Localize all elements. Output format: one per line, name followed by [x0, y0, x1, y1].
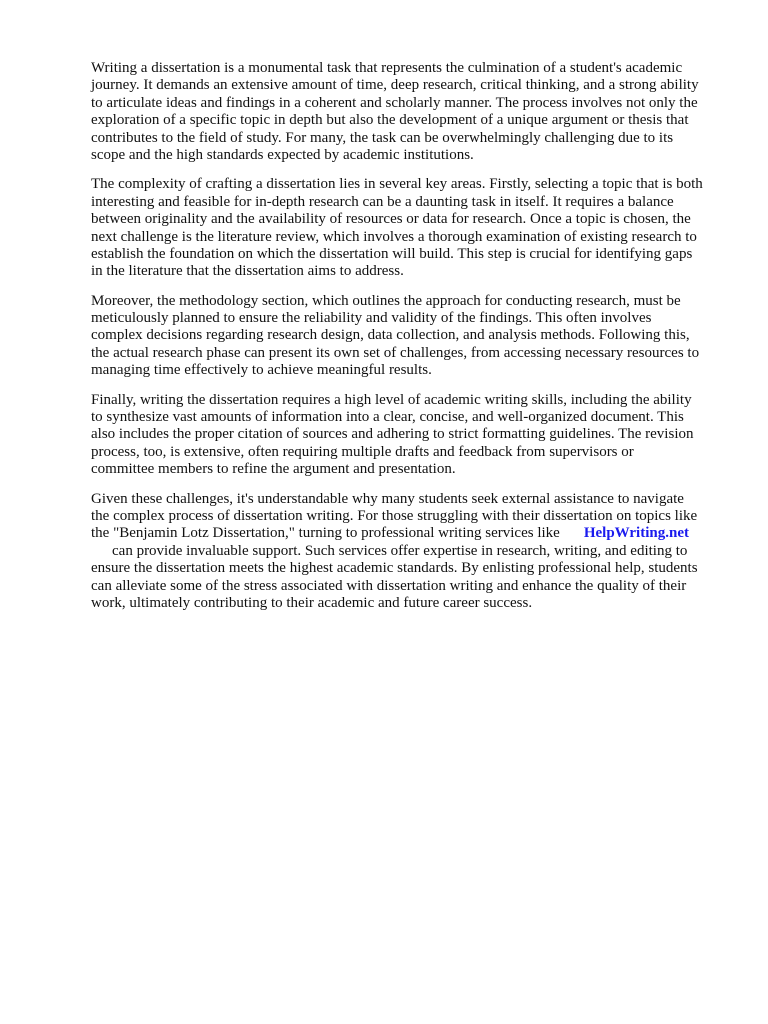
document-body — [91, 60, 731, 624]
text-line: journey. It demands an extensive amount of time, deep research, critical thinking, and a strong ability — [91, 77, 699, 94]
text-line: The complexity of crafting a dissertation lies in several key areas. Firstly, selecting a topic that is both — [91, 176, 703, 193]
paragraph-2 — [91, 176, 731, 280]
text-line: Given these challenges, it's understandable why many students seek external assistance to navigate — [91, 490, 684, 507]
text-line: Writing a dissertation is a monumental task that represents the culmination of a student's academic — [91, 60, 683, 76]
text-line — [91, 543, 731, 560]
text-line: between originality and the availability of resources or data for research. Once a topic is chosen, the — [91, 211, 691, 228]
text-line: complex decisions regarding research design, data collection, and analysis methods. Following this, — [91, 327, 690, 344]
text-line: process, too, is extensive, often requiring multiple drafts and feedback from supervisors or — [91, 443, 634, 460]
paragraph-5 — [91, 491, 731, 613]
text-line: also includes the proper citation of sources and adhering to strict formatting guidelines. The revision — [91, 426, 694, 443]
text-line-with-link — [91, 525, 731, 542]
text-line: to articulate ideas and findings in a coherent and scholarly manner. The process involves not only the — [91, 94, 698, 111]
text-line: work, ultimately contributing to their academic and future career success. — [91, 594, 533, 611]
paragraph-4 — [91, 392, 731, 479]
text-line: contributes to the field of study. For many, the task can be overwhelmingly challenging due to its — [91, 129, 674, 146]
text-line: interesting and feasible for in-depth research can be a daunting task in itself. It requires a balance — [91, 193, 674, 210]
text-line: managing time effectively to achieve meaningful results. — [91, 362, 432, 379]
helpwriting-link[interactable]: HelpWriting.net — [583, 525, 689, 542]
text-line: to synthesize vast amounts of information into a clear, concise, and well-organized document. This — [91, 409, 684, 426]
text-segment: the "Benjamin Lotz Dissertation," turning to professional writing services like — [91, 525, 560, 542]
text-line: meticulously planned to ensure the reliability and validity of the findings. This often involves — [91, 310, 652, 327]
text-line: committee members to refine the argument and presentation. — [91, 461, 456, 478]
text-segment: can provide invaluable support. Such services offer expertise in research, writing, and editing to — [112, 542, 688, 559]
text-line: exploration of a specific topic in depth but also the development of a unique argument or thesis that — [91, 112, 689, 129]
text-line: establish the foundation on which the dissertation will build. This step is crucial for identifying gaps — [91, 245, 693, 262]
text-line: scope and the high standards expected by academic institutions. — [91, 146, 474, 163]
text-line: next challenge is the literature review, which involves a thorough examination of existing research to — [91, 228, 697, 245]
text-line: the complex process of dissertation writing. For those struggling with their dissertation on topics like — [91, 507, 698, 524]
text-line: Moreover, the methodology section, which outlines the approach for conducting research, must be — [91, 292, 681, 309]
text-line: Finally, writing the dissertation requires a high level of academic writing skills, including the ability — [91, 391, 692, 408]
paragraph-1 — [91, 60, 731, 164]
text-line: the actual research phase can present its own set of challenges, from accessing necessary resources to — [91, 344, 700, 361]
paragraph-3 — [91, 293, 731, 380]
text-line: can alleviate some of the stress associated with dissertation writing and enhance the quality of their — [91, 577, 687, 594]
text-line: in the literature that the dissertation aims to address. — [91, 263, 404, 280]
text-line: ensure the dissertation meets the highest academic standards. By enlisting professional help, students — [91, 560, 698, 577]
